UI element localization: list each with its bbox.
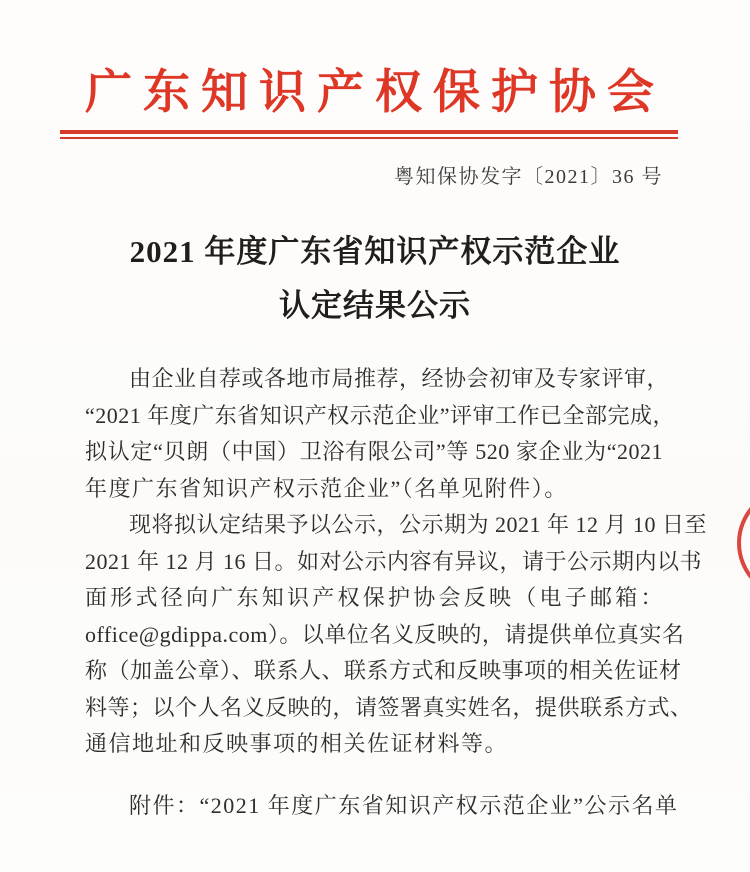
body-line: office@gdippa.com）。以单位名义反映的，请提供单位真实名 <box>85 621 685 647</box>
body-line: 称（加盖公章）、联系人、联系方式和反映事项的相关佐证材 <box>85 658 682 683</box>
body-line: 料等；以个人名义反映的，请签署真实姓名，提供联系方式、 <box>85 694 693 720</box>
body-line: 2021 年 12 月 16 日。如对公示内容有异议，请于公示期内以书 <box>85 548 703 574</box>
body-line: 通信地址和反映事项的相关佐证材料等。 <box>85 731 509 756</box>
body-line: “2021 年度广东省知识产权示范企业”评审工作已全部完成， <box>85 402 676 428</box>
notice-title-line1: 2021 年度广东省知识产权示范企业 <box>129 234 621 269</box>
attachment-reference: 附件：“2021 年度广东省知识产权示范企业”公示名单 <box>129 793 679 818</box>
body-line: 现将拟认定结果予以公示，公示期为 2021 年 12 月 10 日至 <box>129 512 708 537</box>
body-line: 拟认定“贝朗（中国）卫浴有限公司”等 520 家企业为“2021 <box>85 439 663 464</box>
notice-body <box>85 361 708 763</box>
body-line: 由企业自荐或各地市局推荐，经协会初审及专家评审， <box>129 366 670 391</box>
header-divider-rule <box>60 130 678 139</box>
red-seal-arc-icon <box>737 487 750 599</box>
notice-title-line2: 认定结果公示 <box>279 288 471 323</box>
body-line: 面形式径向广东知识产权保护协会反映（电子邮箱： <box>85 585 663 610</box>
document-number: 粤知保协发字〔2021〕36 号 <box>394 166 663 188</box>
organization-header: 广东知识产权保护协会 <box>85 67 665 119</box>
body-line: 年度广东省知识产权示范企业”（名单见附件）。 <box>85 475 568 501</box>
